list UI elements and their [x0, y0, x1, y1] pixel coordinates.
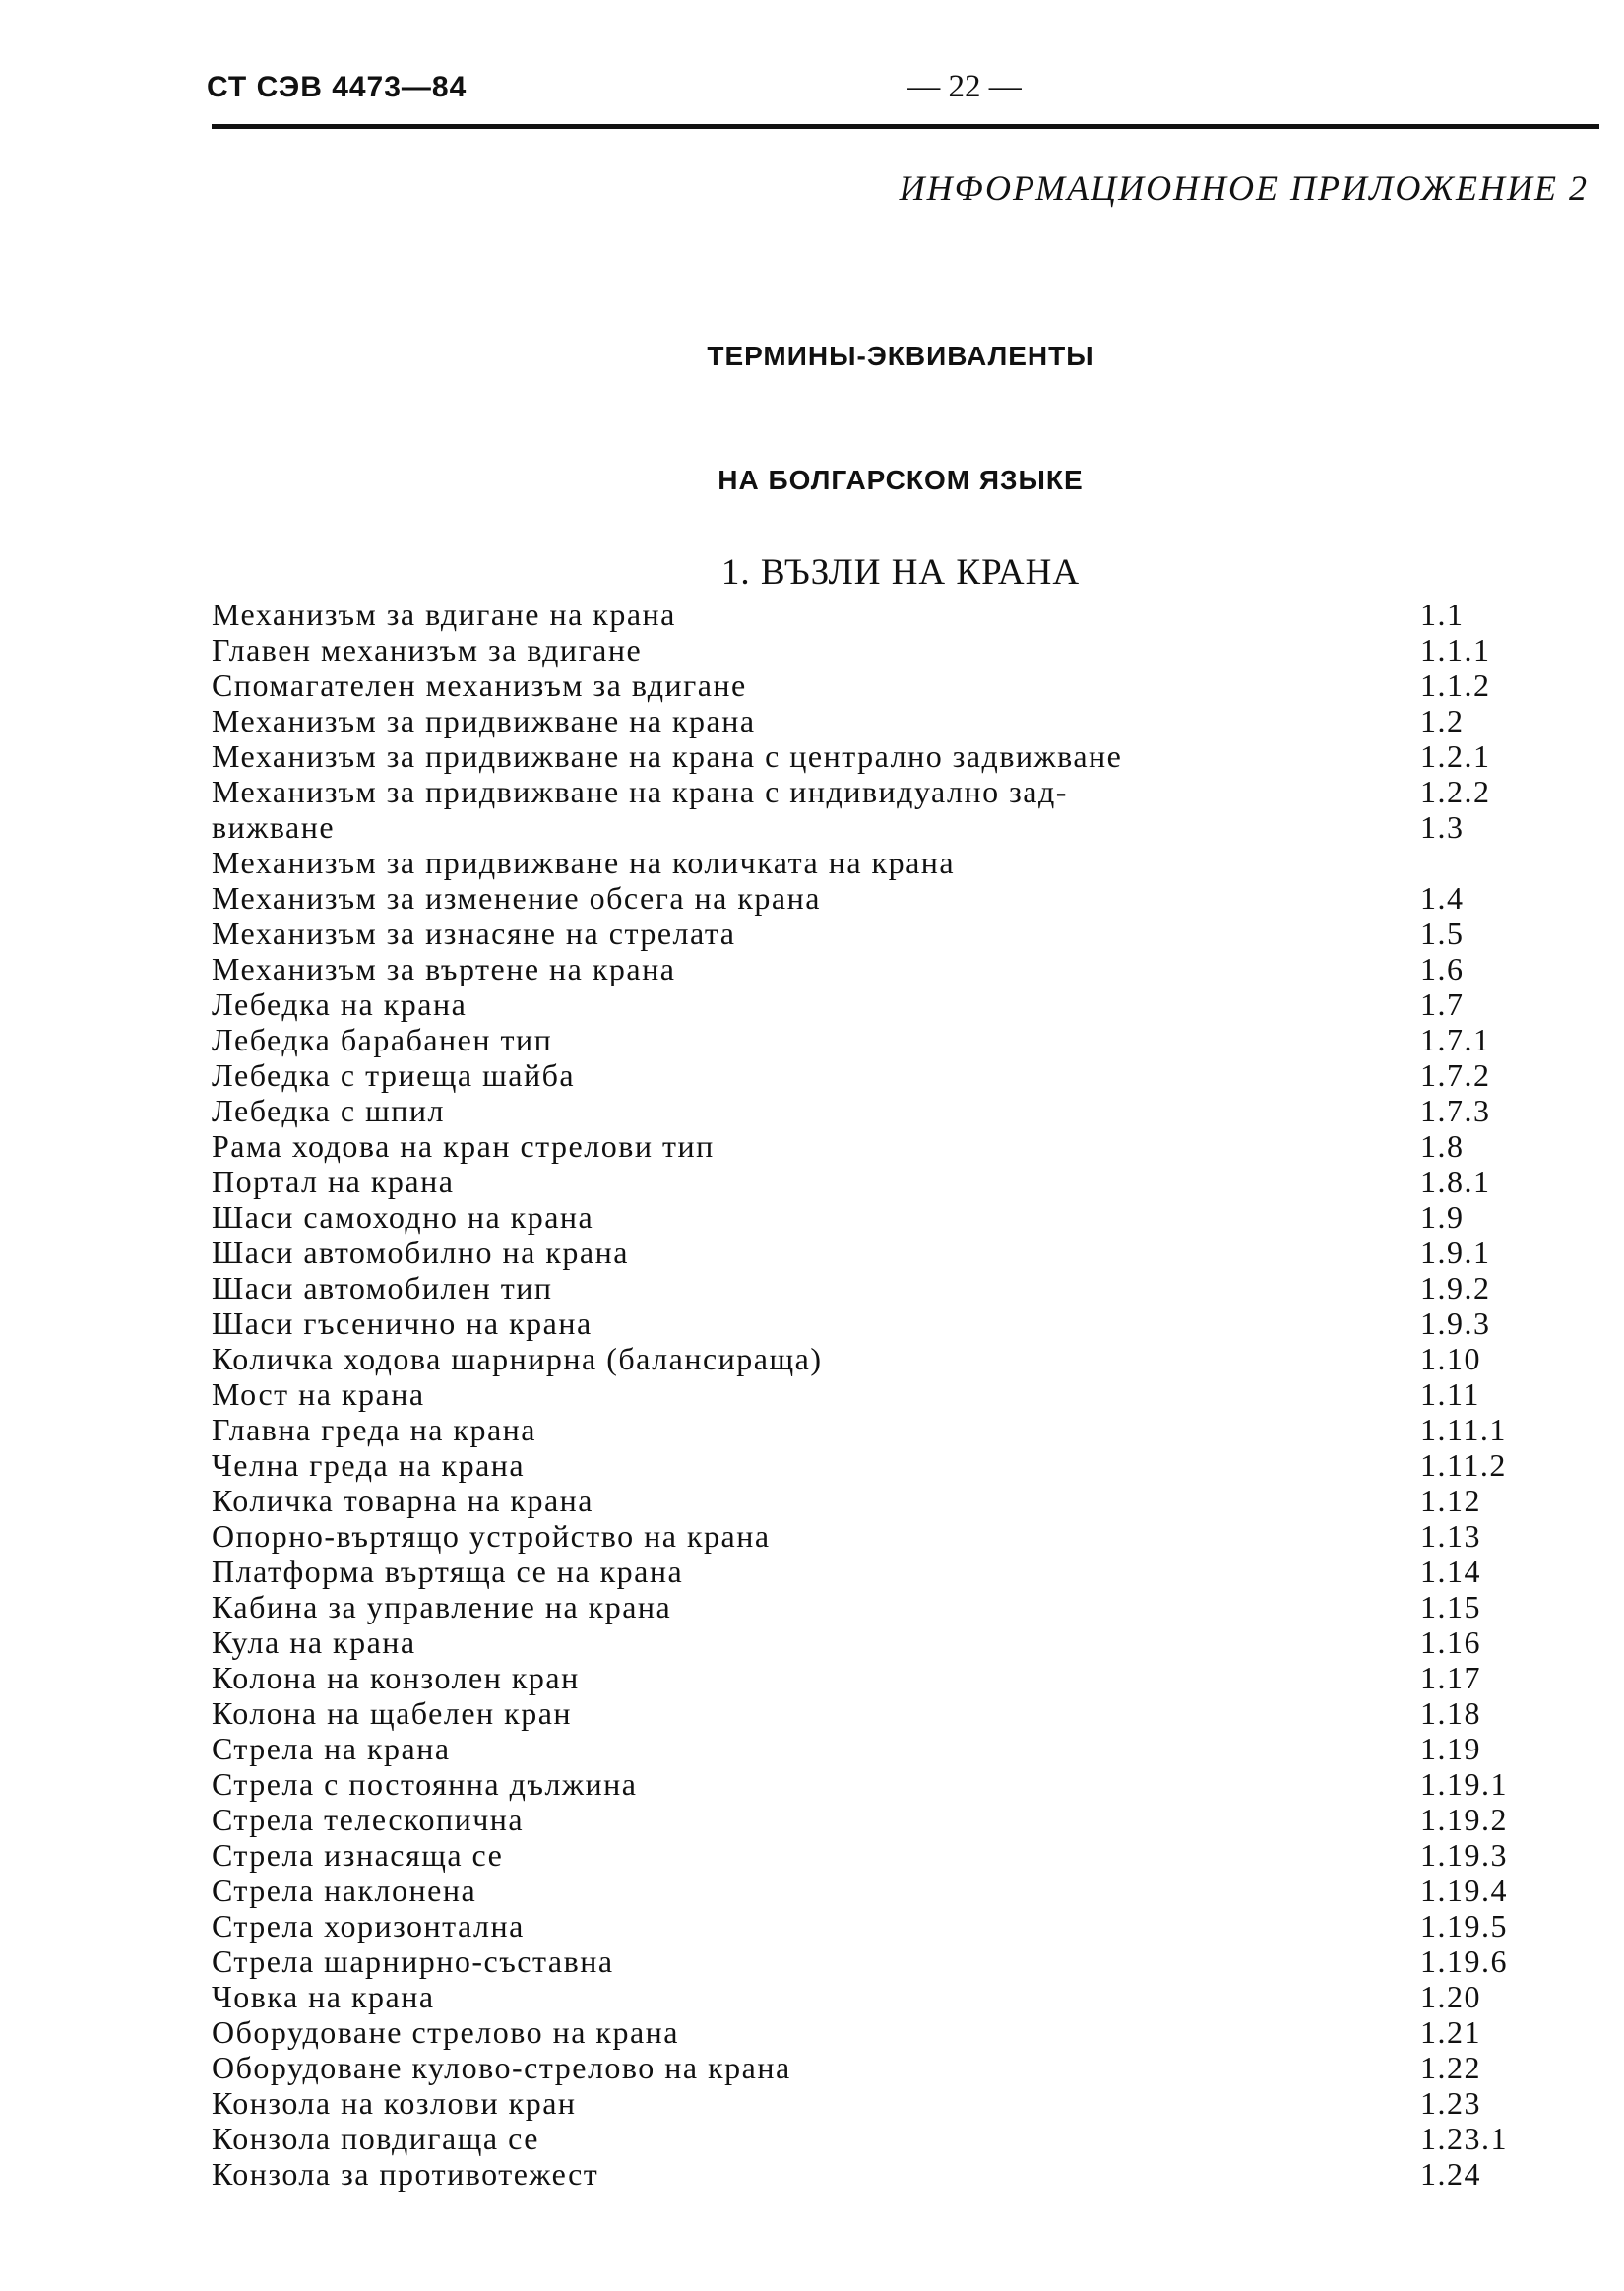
term-text: Механизъм за придвижване на крана с централно задвижване — [212, 738, 1123, 774]
term-text: Количка ходова шарнирна (балансираща) — [212, 1341, 823, 1376]
term-text: Стрела хоризонтална — [212, 1908, 525, 1943]
terms-list — [212, 597, 1570, 2192]
list-item — [212, 1235, 1570, 1270]
term-text: Лебедка с шпил — [212, 1093, 445, 1128]
list-item — [212, 2156, 1570, 2192]
term-number: 1.20 — [1420, 1979, 1481, 2014]
page-header — [0, 0, 1624, 138]
term-text: Стрела с постоянна дължина — [212, 1766, 638, 1802]
list-item — [212, 1412, 1570, 1447]
term-number: 1.9 — [1420, 1199, 1465, 1235]
list-item — [212, 1943, 1570, 1979]
list-item — [212, 1376, 1570, 1412]
term-number: 1.12 — [1420, 1483, 1481, 1518]
term-number: 1.1 — [1420, 597, 1465, 632]
term-text: Платформа въртяща се на крана — [212, 1554, 684, 1589]
list-item — [212, 597, 1570, 632]
term-text: Оборудоване кулово-стрелово на крана — [212, 2050, 791, 2085]
term-number: 1.19.1 — [1420, 1766, 1508, 1802]
term-text: Конзола повдигаща се — [212, 2121, 539, 2156]
term-text: Човка на крана — [212, 1979, 435, 2014]
term-text: Шаси самоходно на крана — [212, 1199, 594, 1235]
list-item — [212, 1447, 1570, 1483]
term-text: Механизъм за вдигане на крана — [212, 597, 676, 632]
term-number: 1.4 — [1420, 880, 1465, 916]
list-item — [212, 1270, 1570, 1305]
term-number: 1.21 — [1420, 2014, 1481, 2050]
term-text: Механизъм за въртене на крана — [212, 951, 676, 986]
term-number: 1.11.1 — [1420, 1412, 1507, 1447]
list-item — [212, 1483, 1570, 1518]
list-item — [212, 1518, 1570, 1554]
list-item — [212, 1979, 1570, 2014]
term-text: Механизъм за придвижване на крана с индивидуално зад- — [212, 774, 1068, 809]
term-number: 1.1.2 — [1420, 668, 1491, 703]
term-number: 1.10 — [1420, 1341, 1481, 1376]
list-item — [212, 2014, 1570, 2050]
list-item — [212, 1164, 1570, 1199]
list-item — [212, 738, 1570, 774]
list-item — [212, 2050, 1570, 2085]
term-number: 1.22 — [1420, 2050, 1481, 2085]
term-text: Портал на крана — [212, 1164, 455, 1199]
term-text: Мост на крана — [212, 1376, 425, 1412]
list-item — [212, 1589, 1570, 1624]
term-text: Стрела наклонена — [212, 1873, 477, 1908]
term-number: 1.19.4 — [1420, 1873, 1508, 1908]
term-text: Шаси автомобилен тип — [212, 1270, 553, 1305]
term-text: Механизъм за изменение обсега на крана — [212, 880, 821, 916]
term-text: Челна греда на крана — [212, 1447, 526, 1483]
term-number: 1.2.1 — [1420, 738, 1491, 774]
term-text: Шаси автомобилно на крана — [212, 1235, 629, 1270]
list-item — [212, 1554, 1570, 1589]
term-number: 1.19 — [1420, 1731, 1481, 1766]
term-number: 1.7.3 — [1420, 1093, 1491, 1128]
term-text: Стрела телескопична — [212, 1802, 525, 1837]
term-number: 1.1.1 — [1420, 632, 1491, 668]
term-number: 1.23.1 — [1420, 2121, 1508, 2156]
term-number: 1.8.1 — [1420, 1164, 1491, 1199]
term-number: 1.19.6 — [1420, 1943, 1508, 1979]
list-item — [212, 774, 1570, 809]
appendix-label: ИНФОРМАЦИОННОЕ ПРИЛОЖЕНИЕ 2 — [899, 168, 1589, 208]
term-text: Механизъм за изнасяне на стрелата — [212, 916, 736, 951]
list-item — [212, 845, 1570, 880]
term-number: 1.7.2 — [1420, 1057, 1491, 1093]
list-item — [212, 1093, 1570, 1128]
term-text: Количка товарна на крана — [212, 1483, 593, 1518]
term-number: 1.7 — [1420, 986, 1465, 1022]
term-text: Главна греда на крана — [212, 1412, 536, 1447]
list-item — [212, 1766, 1570, 1802]
term-number: 1.14 — [1420, 1554, 1481, 1589]
term-number: 1.11 — [1420, 1376, 1480, 1412]
standard-designation: СТ СЭВ 4473—84 — [207, 71, 468, 103]
term-text: Лебедка барабанен тип — [212, 1022, 553, 1057]
term-number: 1.13 — [1420, 1518, 1481, 1554]
list-item — [212, 1022, 1570, 1057]
list-item — [212, 1128, 1570, 1164]
term-number: 1.8 — [1420, 1128, 1465, 1164]
section-heading: 1. ВЪЗЛИ НА КРАНА — [720, 552, 1081, 593]
term-text: Оборудоване стрелово на крана — [212, 2014, 679, 2050]
term-text: Колона на конзолен кран — [212, 1660, 580, 1695]
header-rule — [212, 124, 1599, 129]
list-item — [212, 703, 1570, 738]
list-item — [212, 1341, 1570, 1376]
term-text: Спомагателен механизъм за вдигане — [212, 668, 747, 703]
term-number: 1.19.2 — [1420, 1802, 1508, 1837]
list-item — [212, 1837, 1570, 1873]
document-title: ТЕРМИНЫ-ЭКВИВАЛЕНТЫ — [707, 341, 1094, 371]
term-number: 1.5 — [1420, 916, 1465, 951]
list-item — [212, 1199, 1570, 1235]
list-item — [212, 1305, 1570, 1341]
list-item — [212, 1057, 1570, 1093]
term-number: 1.15 — [1420, 1589, 1481, 1624]
term-number: 1.9.3 — [1420, 1305, 1491, 1341]
term-number: 1.6 — [1420, 951, 1465, 986]
term-text: Стрела шарнирно-съставна — [212, 1943, 614, 1979]
term-text: Стрела на крана — [212, 1731, 451, 1766]
term-number: 1.9.1 — [1420, 1235, 1491, 1270]
list-item — [212, 986, 1570, 1022]
list-item — [212, 1695, 1570, 1731]
term-number: 1.16 — [1420, 1624, 1481, 1660]
document-subtitle: НА БОЛГАРСКОМ ЯЗЫКЕ — [718, 465, 1084, 495]
term-text: Шаси гъсенично на крана — [212, 1305, 593, 1341]
term-text: Рама ходова на кран стрелови тип — [212, 1128, 715, 1164]
term-text: Лебедка с триеща шайба — [212, 1057, 576, 1093]
list-item — [212, 632, 1570, 668]
term-number: 1.11.2 — [1420, 1447, 1507, 1483]
term-text: Конзола за противотежест — [212, 2156, 599, 2192]
term-number: 1.19.3 — [1420, 1837, 1508, 1873]
list-item — [212, 2121, 1570, 2156]
list-item — [212, 916, 1570, 951]
list-item — [212, 809, 1570, 845]
term-text: Стрела изнасяща се — [212, 1837, 504, 1873]
term-text: Опорно-въртящо устройство на крана — [212, 1518, 771, 1554]
page-number: — 22 — — [907, 69, 1022, 104]
list-item — [212, 1731, 1570, 1766]
list-item — [212, 1908, 1570, 1943]
term-number: 1.3 — [1420, 809, 1465, 845]
term-text: Механизъм за придвижване на крана — [212, 703, 756, 738]
term-text: Главен механизъм за вдигане — [212, 632, 643, 668]
term-text: Кабина за управление на крана — [212, 1589, 672, 1624]
term-number: 1.24 — [1420, 2156, 1481, 2192]
list-item — [212, 880, 1570, 916]
term-text: Колона на щабелен кран — [212, 1695, 573, 1731]
list-item — [212, 2085, 1570, 2121]
term-number: 1.2 — [1420, 703, 1465, 738]
term-number: 1.17 — [1420, 1660, 1481, 1695]
term-number: 1.9.2 — [1420, 1270, 1491, 1305]
list-item — [212, 1873, 1570, 1908]
term-text: Лебедка на крана — [212, 986, 468, 1022]
term-number: 1.2.2 — [1420, 774, 1491, 809]
list-item — [212, 668, 1570, 703]
term-text: вижване — [212, 809, 336, 845]
term-number: 1.18 — [1420, 1695, 1481, 1731]
term-text: Конзола на козлови кран — [212, 2085, 577, 2121]
list-item — [212, 1624, 1570, 1660]
list-item — [212, 951, 1570, 986]
term-number: 1.19.5 — [1420, 1908, 1508, 1943]
term-number: 1.23 — [1420, 2085, 1481, 2121]
list-item — [212, 1802, 1570, 1837]
list-item — [212, 1660, 1570, 1695]
term-number: 1.7.1 — [1420, 1022, 1491, 1057]
term-text: Механизъм за придвижване на количката на крана — [212, 845, 956, 880]
term-text: Кула на крана — [212, 1624, 416, 1660]
